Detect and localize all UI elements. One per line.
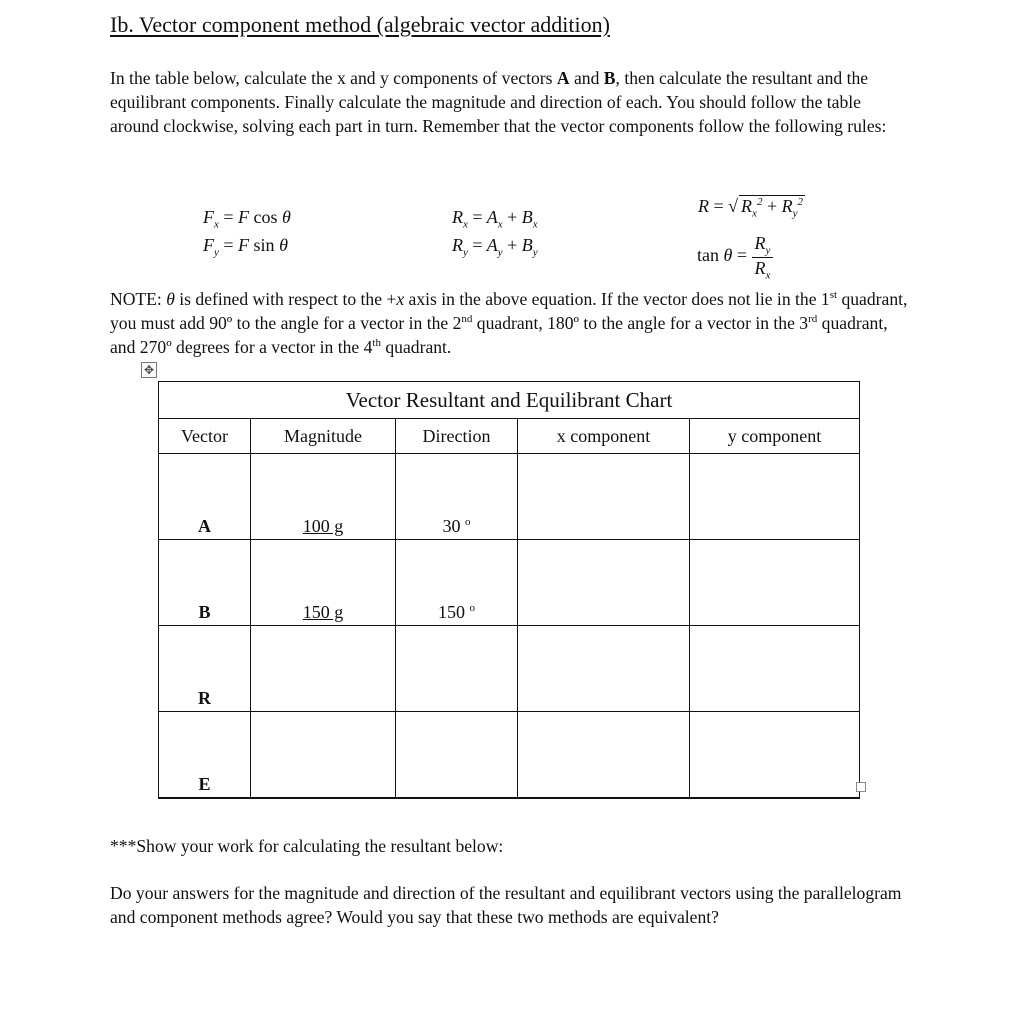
equation-fx: $F_x = F$ cos θ — [203, 207, 291, 231]
vector-chart-table — [158, 381, 860, 799]
question-paragraph: Do your answers for the magnitude and direction of the resultant and equilibrant vectors using the parallelogram and component methods agree? Would you say that these two methods are equivalent? — [110, 883, 902, 927]
table-row-a — [159, 454, 860, 540]
intro-paragraph: In the table below, calculate the x and y components of vectors A and B, then calculate the resultant and the equilibrant components. Finally calculate the magnitude and direction of each. You should follow the table around clockwise, solving each part in turn. Remember that the vector components follow the following rules: — [110, 68, 887, 136]
direction-cell[interactable] — [396, 626, 518, 712]
vector-b-label: B — [603, 68, 616, 88]
table-row-b — [159, 540, 860, 626]
table-row-e — [159, 712, 860, 799]
header-magnitude: Magnitude — [251, 419, 396, 454]
header-row — [159, 419, 860, 454]
vector-name: R — [159, 626, 251, 712]
header-vector: Vector — [159, 419, 251, 454]
magnitude-cell[interactable]: 150 g — [251, 540, 396, 626]
vector-name: B — [159, 540, 251, 626]
equation-tangent: tan θ = $\frac{R_y}{R_x}$ — [697, 233, 773, 281]
table-title: Vector Resultant and Equilibrant Chart — [159, 382, 860, 419]
magnitude-cell[interactable] — [251, 712, 396, 799]
vector-name: A — [159, 454, 251, 540]
vector-a-label: A — [556, 68, 570, 88]
x-component-cell[interactable] — [518, 626, 690, 712]
table-move-handle-icon[interactable]: ✥ — [141, 362, 157, 378]
header-direction: Direction — [396, 419, 518, 454]
direction-cell[interactable]: 150 $^o$ — [396, 540, 518, 626]
y-component-cell[interactable] — [690, 540, 860, 626]
equation-magnitude: R = √ $R_x^2 + R_y^2$ — [698, 196, 803, 220]
table-resize-handle[interactable] — [856, 782, 866, 792]
note-paragraph: NOTE: θ is defined with respect to the +x axis in the above equation. If the vector does not lie in the 1st quadrant, you must add 90º to the angle for a vector in the 2nd quadrant, 180º to the angle for a vector in the 3rd quadrant, and 270º degrees for a vector in the 4th quadrant. — [110, 289, 908, 357]
direction-cell[interactable] — [396, 712, 518, 799]
y-component-cell[interactable] — [690, 454, 860, 540]
section-heading: Ib. Vector component method (algebraic vector addition) — [110, 12, 610, 37]
equation-fy: $F_y = F$ sin θ — [203, 235, 288, 259]
show-work-prompt: ***Show your work for calculating the resultant below: — [110, 836, 504, 856]
direction-cell[interactable]: 30 $^o$ — [396, 454, 518, 540]
header-y-component: y component — [690, 419, 860, 454]
table-row-r — [159, 626, 860, 712]
y-component-cell[interactable] — [690, 712, 860, 799]
y-component-cell[interactable] — [690, 626, 860, 712]
equation-rx: $R_x = A_x + B_x$ — [452, 207, 538, 231]
magnitude-cell[interactable]: 100 g — [251, 454, 396, 540]
x-component-cell[interactable] — [518, 540, 690, 626]
equation-ry: $R_y = A_y + B_y$ — [452, 235, 538, 259]
header-x-component: x component — [518, 419, 690, 454]
magnitude-cell[interactable] — [251, 626, 396, 712]
x-component-cell[interactable] — [518, 712, 690, 799]
x-component-cell[interactable] — [518, 454, 690, 540]
vector-name: E — [159, 712, 251, 799]
